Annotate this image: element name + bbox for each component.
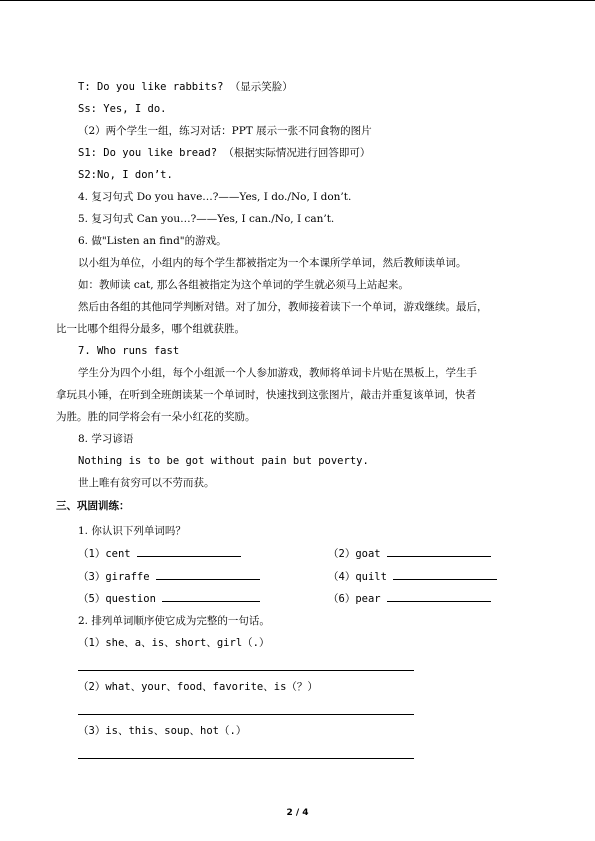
- text-line: 7. Who runs fast: [78, 345, 180, 357]
- answer-blank[interactable]: [387, 592, 491, 602]
- answer-line[interactable]: [78, 758, 414, 759]
- text-line: （2）两个学生一组，练习对话：PPT 展示一张不同食物的图片: [78, 125, 372, 137]
- text-line: 为胜。胜的同学将会有一朵小红花的奖励。: [56, 411, 256, 423]
- answer-blank[interactable]: [393, 570, 497, 580]
- text-line: 4. 复习句式 Do you have…?——Yes, I do./No, I don’t.: [78, 191, 352, 203]
- question-1-title: 1. 你认识下列单词吗？: [78, 525, 186, 537]
- section-title: 三、巩固训练：: [56, 500, 130, 512]
- text-line: 8. 学习谚语: [78, 433, 134, 445]
- text-line: 世上唯有贫穷可以不劳而获。: [78, 477, 215, 489]
- vocab-item: （5）question: [78, 592, 260, 606]
- text-line: T: Do you like rabbits? （显示笑脸）: [78, 81, 293, 93]
- text-line: 以小组为单位，小组内的每个学生都被指定为一个本课所学单词，然后教师读单词。: [78, 257, 467, 269]
- answer-blank[interactable]: [387, 547, 491, 557]
- page-number: 2 / 4: [286, 808, 309, 818]
- vocab-item: （4）quilt: [328, 570, 497, 584]
- text-line: 6. 做"Listen an find"的游戏。: [78, 235, 227, 247]
- text-line: 比一比哪个组得分最多，哪个组就获胜。: [56, 323, 245, 335]
- text-line: 学生分为四个小组，每个小组派一个人参加游戏，教师将单词卡片贴在黑板上，学生手: [78, 367, 477, 379]
- sentence-item: （1）she、a、is、short、girl（.）: [78, 637, 270, 649]
- text-line: 拿玩具小锤，在听到全班朗读某一个单词时，快速找到这张图片，敲击并重复该单词，快者: [56, 389, 476, 401]
- text-line: Ss: Yes, I do.: [78, 103, 167, 115]
- vocab-item: （3）giraffe: [78, 570, 260, 584]
- text-line: 如：教师读 cat, 那么各组被指定为这个单词的学生就必须马上站起来。: [78, 279, 409, 291]
- answer-line[interactable]: [78, 670, 414, 671]
- vocab-item: （2）goat: [328, 547, 491, 561]
- text-line: 然后由各组的其他同学判断对错。对了加分，教师接着读下一个单词，游戏继续。最后，: [78, 301, 488, 313]
- sentence-item: （3）is、this、soup、hot（.）: [78, 725, 247, 737]
- text-line: S2:No, I don’t.: [78, 169, 173, 181]
- answer-blank[interactable]: [156, 570, 260, 580]
- vocab-item: （6）pear: [328, 592, 491, 606]
- question-2-title: 2. 排列单词顺序使它成为完整的一句话。: [78, 615, 270, 627]
- top-border-line: [0, 0, 595, 1]
- text-line: Nothing is to be got without pain but poverty.: [78, 455, 369, 467]
- text-line: 5. 复习句式 Can you…?——Yes, I can./No, I can’t.: [78, 213, 335, 225]
- vocab-item: （1）cent: [78, 547, 241, 561]
- answer-line[interactable]: [78, 714, 414, 715]
- sentence-item: （2）what、your、food、favorite、is（？）: [78, 681, 318, 693]
- text-line: S1: Do you like bread? （根据实际情况进行回答即可）: [78, 147, 371, 159]
- answer-blank[interactable]: [137, 547, 241, 557]
- answer-blank[interactable]: [162, 592, 260, 602]
